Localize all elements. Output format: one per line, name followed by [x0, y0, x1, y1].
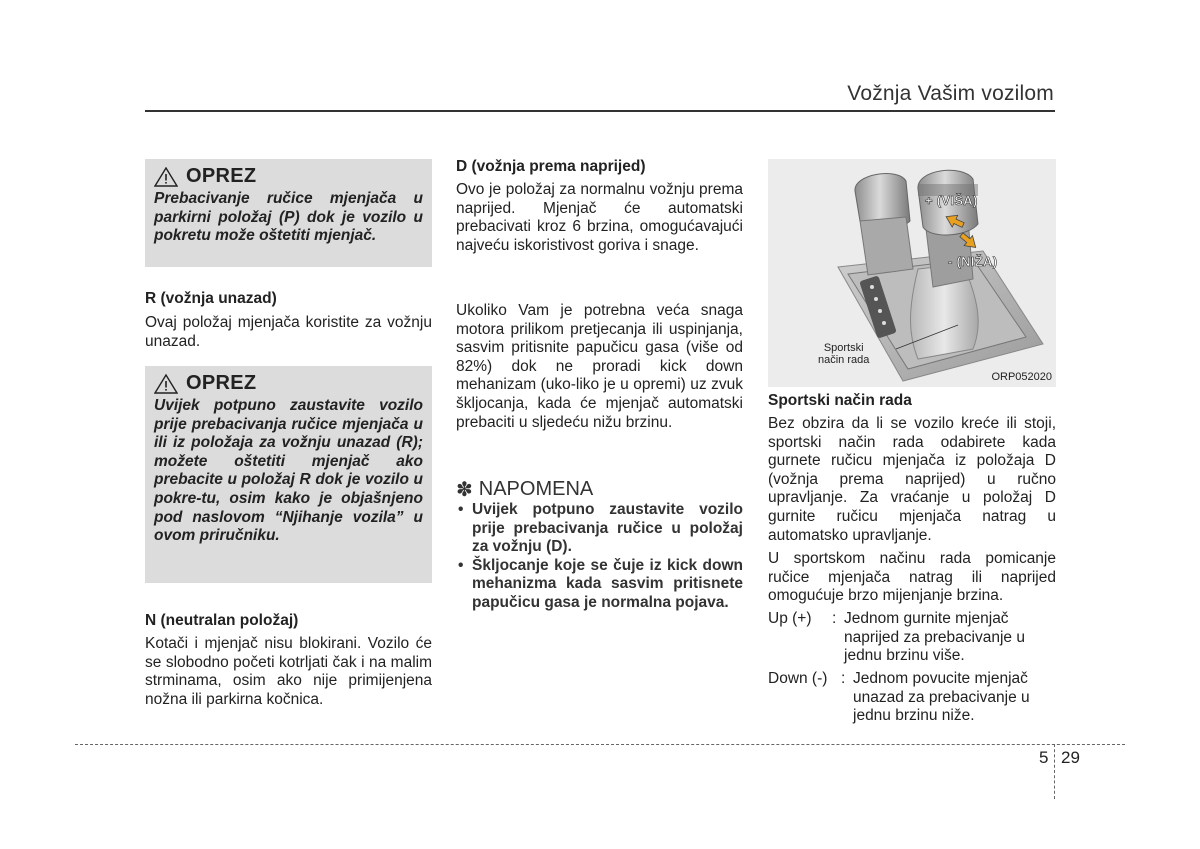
reverse-heading: R (vožnja unazad) — [145, 290, 277, 307]
caution-box-1 — [145, 159, 432, 267]
running-header: Vožnja Vašim vozilom — [847, 82, 1054, 105]
figure-label-downshift: - (NIŽA) — [948, 254, 998, 269]
note-title — [456, 477, 593, 502]
sport-label-line1: Sportski — [823, 342, 864, 354]
footer-dashed-rule — [75, 744, 1125, 745]
shift-lever-illustration — [768, 159, 1056, 387]
caution-title: OPREZ — [186, 372, 257, 394]
note-star-icon: ✽ — [456, 479, 473, 501]
sport-mode-heading: Sportski način rada — [768, 392, 912, 409]
downshift-key: Down (-) — [768, 670, 828, 687]
downshift-separator: : — [841, 670, 846, 687]
reverse-text: Ovaj položaj mjenjača koristite za vožnju unazad. — [145, 314, 432, 350]
figure-code: ORP052020 — [991, 371, 1052, 383]
downshift-description: Jednom povucite mjenjač unazad za prebacivanje u jednu brzinu niže. — [853, 670, 1030, 725]
sport-mode-text: Bez obzira da li se vozilo kreće ili stoji, sportski način rada odabirete kada gurnete ručicu mjenjača iz položaja D (vožnja prema naprijed) u ručno upravljanje. Za vraćanje u položaj D gurnite ručicu mjenjača natrag u automatsko upravljanje. — [768, 415, 1056, 544]
upshift-key: Up (+) — [768, 610, 812, 627]
header-rule — [145, 110, 1055, 112]
note-item: • Škljocanje koje se čuje iz kick down mehanizma kada sasvim pritisnete papučicu gasa je normalna pojava. — [456, 557, 743, 613]
drive-heading: D (vožnja prema naprijed) — [456, 158, 646, 175]
caution-text: Uvijek potpuno zaustavite vozilo prije prebacivanja ručice mjenjača u ili iz položaja za vožnju unazad (R); možete oštetiti mjenjač ako prebacite u položaj R dok je vozilo u pokre-tu, osim kako je objašnjeno pod naslovom “Njihanje vozila” u ovom priručniku. — [154, 397, 423, 545]
neutral-text: Kotači i mjenjač nisu blokirani. Vozilo će se slobodno početi kotrljati čak i na malim strminama, osim ako nije primijenjena nožna ili parkirna kočnica. — [145, 635, 432, 708]
note-item: • Uvijek potpuno zaustavite vozilo prije prebacivanja ručice u položaj za vožnju (D). — [456, 501, 743, 557]
warning-triangle-icon — [154, 167, 178, 187]
page-number: 29 — [1061, 748, 1080, 767]
note-title-text: NAPOMENA — [478, 478, 594, 500]
neutral-heading: N (neutralan položaj) — [145, 612, 299, 629]
downshift-definition — [768, 670, 1056, 728]
sport-label-line2: način rada — [818, 354, 870, 366]
drive-text-kickdown: Ukoliko Vam je potrebna veća snaga motora prilikom pretjecanja ili uspinjanja, sasvim pritisnite papučicu gasa (više od 82%) dok ne proradi kick down mehanizam (uko-liko je u opremi) uz zvuk škljocanja, kada će mjenjač automatski prebaciti u sljedeću nižu brzinu. — [456, 302, 743, 431]
upshift-separator: : — [832, 610, 837, 627]
figure-label-sport-mode — [818, 342, 869, 366]
upshift-definition — [768, 610, 1056, 668]
footer-vertical-rule — [1054, 744, 1055, 799]
section-number: 5 — [1039, 748, 1049, 767]
drive-text: Ovo je položaj za normalnu vožnju prema naprijed. Mjenjač će automatski prebacivati kroz 6 brzina, omogućavajući najveću iskoristivost goriva i snage. — [456, 181, 743, 254]
figure-label-upshift: + (VIŠA) — [925, 193, 978, 208]
note-list — [456, 501, 743, 613]
sport-mode-text-2: U sportskom načinu rada pomicanje ručice mjenjača natrag ili naprijed omogućuje brzo mijenjanje brzina. — [768, 550, 1056, 605]
caution-box-2 — [145, 366, 432, 583]
caution-text: Prebacivanje ručice mjenjača u parkirni položaj (P) dok je vozilo u pokretu može oštetiti mjenjač. — [154, 190, 423, 245]
caution-title: OPREZ — [186, 165, 257, 187]
shift-lever-figure — [768, 159, 1056, 387]
warning-triangle-icon — [154, 374, 178, 394]
upshift-description: Jednom gurnite mjenjač naprijed za prebacivanje u jednu brzinu više. — [844, 610, 1025, 665]
